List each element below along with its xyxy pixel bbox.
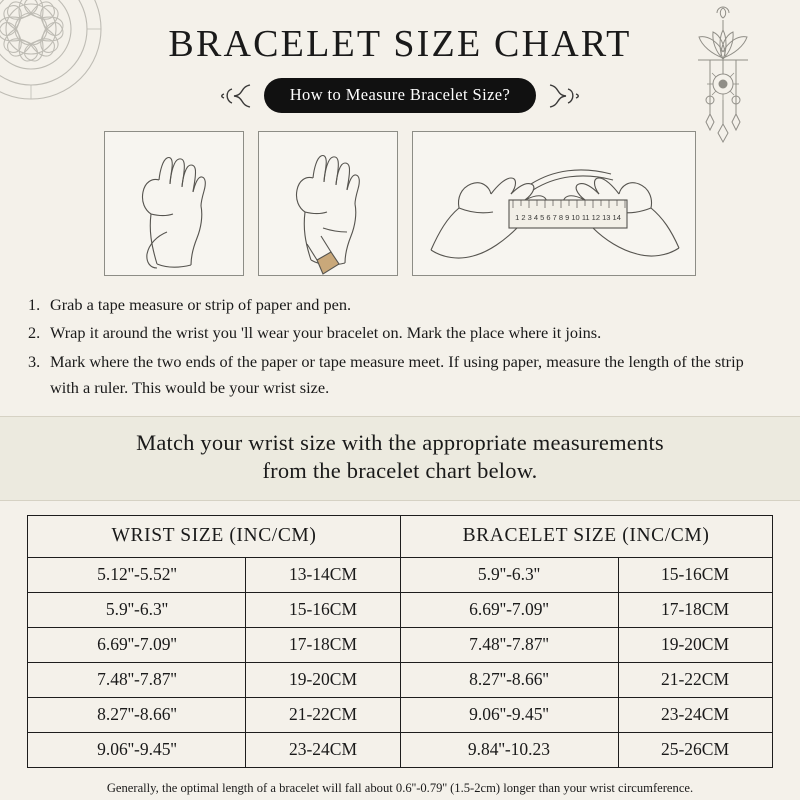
footnote: Generally, the optimal length of a bracelet will fall about 0.6''-0.79'' (1.5-2cm) longer than your wrist circumference. (106, 781, 694, 796)
cell-wrist-cm: 21-22CM (246, 698, 400, 733)
cell-wrist-inch: 7.48''-7.87'' (28, 663, 246, 698)
step-item (28, 320, 772, 346)
cell-bracelet-cm: 23-24CM (618, 698, 772, 733)
step-text: Wrap it around the wrist you 'll wear your bracelet on. Mark the place where it joins. (50, 323, 602, 343)
step-text: Mark where the two ends of the paper or tape measure meet. If using paper, measure the length of the strip with a ruler. This would be your wrist size. (50, 351, 744, 398)
cell-wrist-inch: 8.27''-8.66'' (28, 698, 246, 733)
step-number: 1. (28, 295, 41, 314)
table-row (28, 698, 772, 733)
cell-bracelet-inch: 7.48''-7.87'' (400, 628, 618, 663)
size-table (27, 515, 772, 768)
cell-wrist-cm: 19-20CM (246, 663, 400, 698)
header-wrist-size: WRIST SIZE (INC/CM) (28, 516, 400, 558)
table-row (28, 663, 772, 698)
cell-wrist-cm: 17-18CM (246, 628, 400, 663)
cell-wrist-inch: 5.12''-5.52'' (28, 558, 246, 593)
cell-wrist-inch: 5.9''-6.3'' (28, 593, 246, 628)
step-number: 3. (28, 351, 41, 371)
cell-wrist-inch: 6.69''-7.09'' (28, 628, 246, 663)
table-row (28, 558, 772, 593)
flourish-left-icon (220, 81, 254, 111)
cell-bracelet-inch: 9.06''-9.45'' (400, 698, 618, 733)
cell-wrist-inch: 9.06''-9.45'' (28, 733, 246, 768)
banner-line-2: from the bracelet chart below. (262, 458, 538, 484)
illustration-hands-with-ruler (412, 131, 696, 276)
illustration-row (0, 131, 800, 276)
cell-bracelet-cm: 21-22CM (618, 663, 772, 698)
illustration-hand-with-pen (258, 131, 398, 276)
cell-wrist-cm: 23-24CM (246, 733, 400, 768)
cell-wrist-cm: 15-16CM (246, 593, 400, 628)
subtitle-pill: How to Measure Bracelet Size? (264, 78, 537, 113)
step-text: Grab a tape measure or strip of paper and pen. (50, 295, 352, 314)
table-header-row (28, 516, 772, 558)
cell-bracelet-inch: 5.9''-6.3'' (400, 558, 618, 593)
ruler-numbers: 1 2 3 4 5 6 7 8 9 10 11 12 13 14 (515, 213, 621, 222)
cell-bracelet-cm: 15-16CM (618, 558, 772, 593)
cell-bracelet-inch: 6.69''-7.09'' (400, 593, 618, 628)
cell-wrist-cm: 13-14CM (246, 558, 400, 593)
banner-line-1: Match your wrist size with the appropriate measurements (136, 429, 664, 455)
header-bracelet-size: BRACELET SIZE (INC/CM) (400, 516, 772, 558)
table-row (28, 593, 772, 628)
cell-bracelet-inch: 9.84''-10.23 (400, 733, 618, 768)
subtitle-row (0, 78, 800, 113)
illustration-hand-with-string (104, 131, 244, 276)
cell-bracelet-cm: 19-20CM (618, 628, 772, 663)
step-item (28, 349, 772, 402)
table-row (28, 733, 772, 768)
cell-bracelet-cm: 17-18CM (618, 593, 772, 628)
cell-bracelet-inch: 8.27''-8.66'' (400, 663, 618, 698)
step-item (28, 292, 772, 318)
page-title: BRACELET SIZE CHART (168, 23, 632, 65)
step-number: 2. (28, 323, 41, 343)
flourish-right-icon (546, 81, 580, 111)
instruction-steps (28, 292, 772, 402)
table-row (28, 628, 772, 663)
match-size-banner (0, 416, 800, 502)
cell-bracelet-cm: 25-26CM (618, 733, 772, 768)
